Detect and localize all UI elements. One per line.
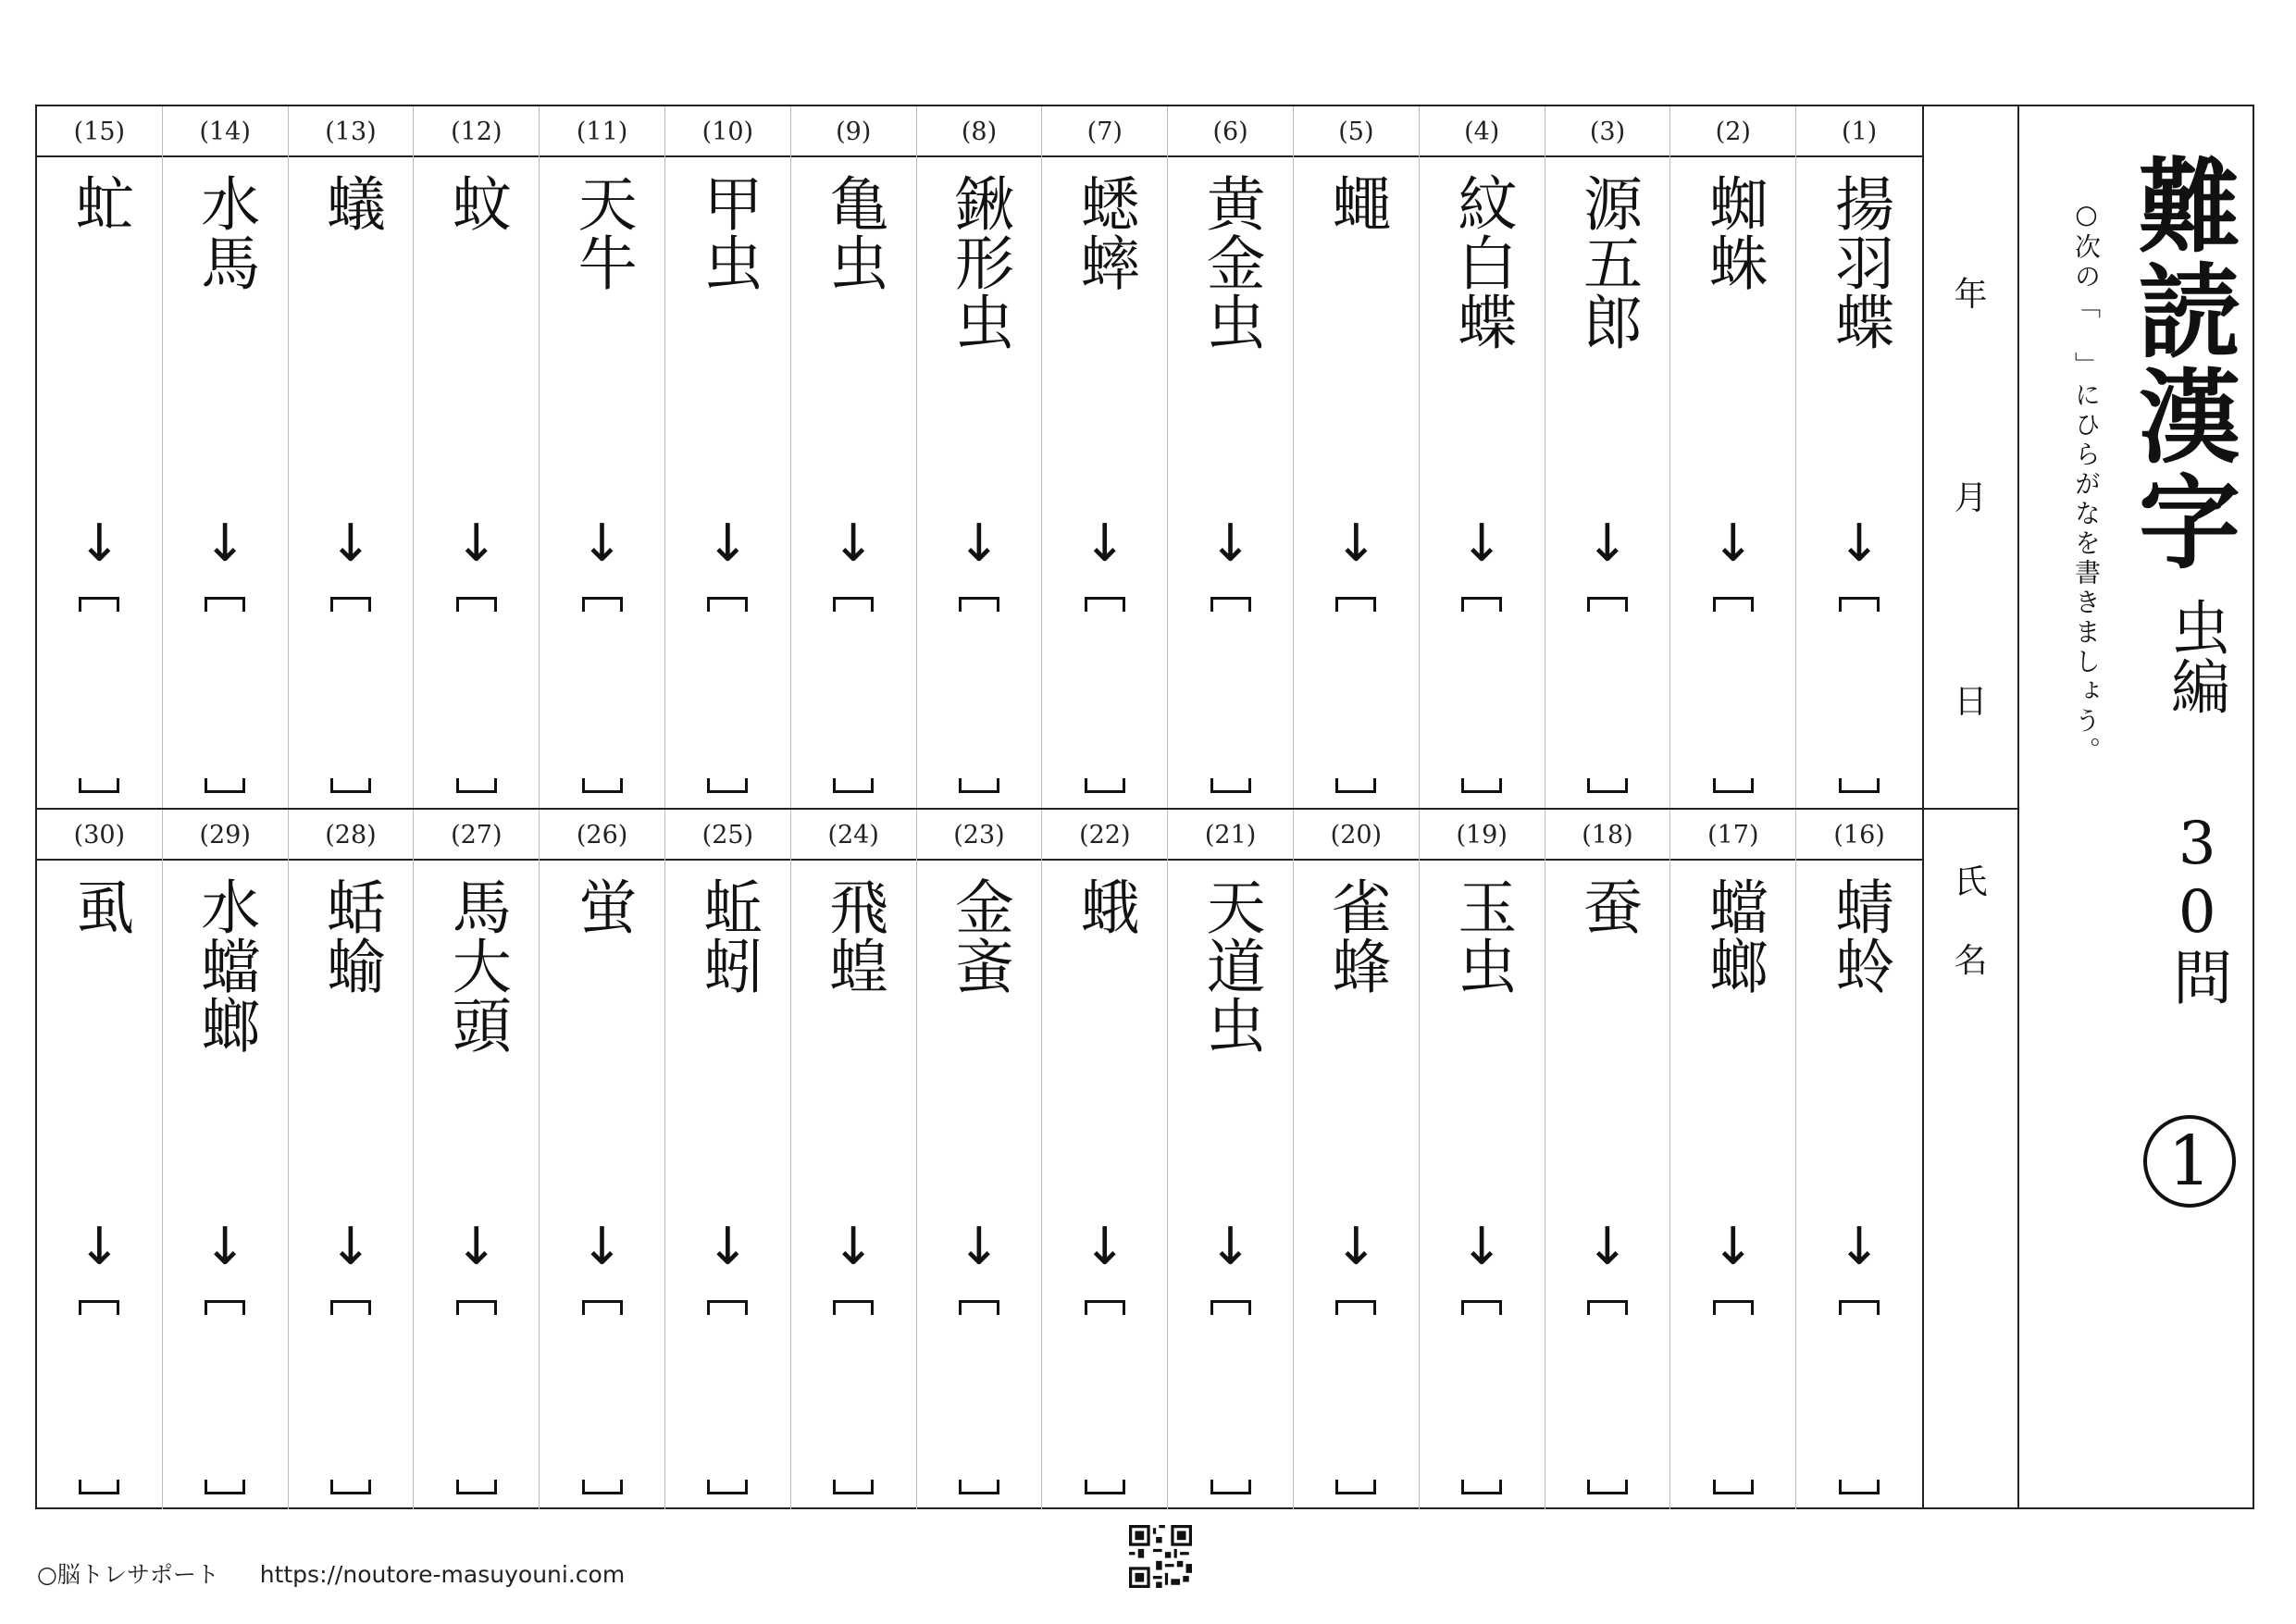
answer-box-open-bracket[interactable] (959, 597, 999, 612)
question-number: (20) (1294, 810, 1419, 861)
question-number: (8) (917, 106, 1042, 157)
answer-box-close-bracket[interactable] (1210, 1480, 1251, 1494)
question-item (289, 106, 415, 808)
down-arrow-icon: ↓ (1083, 1217, 1127, 1277)
down-arrow-icon: ↓ (77, 514, 121, 574)
question-item (1670, 106, 1796, 808)
question-number: (27) (414, 810, 539, 861)
answer-box-close-bracket[interactable] (456, 778, 497, 793)
answer-box-close-bracket[interactable] (707, 778, 748, 793)
answer-box-open-bracket[interactable] (1085, 597, 1125, 612)
question-number: (17) (1670, 810, 1795, 861)
answer-box-open-bracket[interactable] (833, 1300, 874, 1315)
down-arrow-icon: ↓ (1711, 514, 1756, 574)
question-item (1796, 106, 1922, 808)
question-number: (30) (37, 810, 162, 861)
answer-box-open-bracket[interactable] (707, 597, 748, 612)
question-item (540, 106, 665, 808)
kanji-word: 蛾 (1070, 876, 1139, 936)
question-item (791, 810, 917, 1509)
name-label-1[interactable]: 氏 (1954, 863, 1988, 901)
kanji-word: 蠅 (1322, 173, 1391, 232)
question-number: (26) (540, 810, 664, 861)
answer-box-open-bracket[interactable] (1210, 597, 1251, 612)
answer-box-open-bracket[interactable] (1587, 1300, 1628, 1315)
question-item (665, 810, 791, 1509)
question-item (1042, 106, 1168, 808)
question-item (540, 810, 665, 1509)
kanji-word: 蟷螂 (1698, 876, 1768, 995)
qr-code-icon[interactable] (1129, 1525, 1192, 1588)
bottom-question-row (37, 808, 1922, 1509)
kanji-word: 蚯蚓 (693, 876, 763, 995)
answer-box-close-bracket[interactable] (833, 1480, 874, 1494)
question-number: (4) (1420, 106, 1545, 157)
question-number: (22) (1042, 810, 1167, 861)
year-label: 年 (1954, 276, 1988, 314)
title-column (2019, 106, 2253, 1507)
answer-box-close-bracket[interactable] (1335, 778, 1376, 793)
kanji-word: 玉虫 (1447, 876, 1517, 995)
answer-box-close-bracket[interactable] (1461, 1480, 1502, 1494)
question-number: (11) (540, 106, 664, 157)
question-item (163, 106, 289, 808)
down-arrow-icon: ↓ (1334, 514, 1378, 574)
down-arrow-icon: ↓ (1209, 514, 1253, 574)
answer-box-close-bracket[interactable] (330, 1480, 371, 1494)
down-arrow-icon: ↓ (454, 1217, 499, 1277)
answer-box-close-bracket[interactable] (330, 778, 371, 793)
down-arrow-icon: ↓ (203, 1217, 247, 1277)
footer (37, 1556, 625, 1590)
kanji-word: 蟋蟀 (1070, 173, 1139, 291)
down-arrow-icon: ↓ (1585, 514, 1630, 574)
instruction-text: ○次の「 」にひらがなを書きましょう。 (2071, 199, 2102, 766)
answer-box-close-bracket[interactable] (707, 1480, 748, 1494)
question-item (1545, 106, 1671, 808)
answer-box-close-bracket[interactable] (833, 778, 874, 793)
answer-box-close-bracket[interactable] (582, 778, 623, 793)
down-arrow-icon: ↓ (1083, 514, 1127, 574)
question-item (414, 810, 540, 1509)
answer-box-open-bracket[interactable] (1713, 597, 1754, 612)
worksheet-subtitle: 虫編 (2161, 597, 2229, 715)
question-item (1168, 106, 1294, 808)
down-arrow-icon: ↓ (1209, 1217, 1253, 1277)
kanji-word: 水蟷螂 (191, 876, 260, 1054)
question-item (37, 106, 163, 808)
kanji-word: 蟻 (316, 173, 385, 232)
kanji-word: 水馬 (191, 173, 260, 291)
question-item (1042, 810, 1168, 1509)
answer-box-open-bracket[interactable] (1461, 1300, 1502, 1315)
down-arrow-icon: ↓ (1585, 1217, 1630, 1277)
sheet-number-badge: 1 (2143, 1115, 2236, 1208)
answer-box-close-bracket[interactable] (1085, 1480, 1125, 1494)
answer-box-open-bracket[interactable] (1085, 1300, 1125, 1315)
date-name-column (1922, 106, 2019, 1507)
question-item (917, 810, 1043, 1509)
down-arrow-icon: ↓ (203, 514, 247, 574)
question-number: (14) (163, 106, 288, 157)
kanji-word: 亀虫 (819, 173, 888, 291)
answer-box-close-bracket[interactable] (1587, 1480, 1628, 1494)
worksheet (35, 105, 2254, 1509)
question-item (1420, 106, 1545, 808)
kanji-word: 天牛 (567, 173, 637, 291)
down-arrow-icon: ↓ (77, 1217, 121, 1277)
footer-url[interactable]: https://noutore-masuyouni.com (259, 1561, 626, 1588)
question-number: (29) (163, 810, 288, 861)
kanji-word: 黄金虫 (1196, 173, 1265, 351)
answer-box-open-bracket[interactable] (79, 597, 119, 612)
down-arrow-icon: ↓ (1334, 1217, 1378, 1277)
day-label: 日 (1954, 683, 1988, 721)
question-number: (3) (1545, 106, 1670, 157)
down-arrow-icon: ↓ (831, 1217, 875, 1277)
kanji-word: 飛蝗 (819, 876, 888, 995)
answer-box-close-bracket[interactable] (959, 1480, 999, 1494)
down-arrow-icon: ↓ (580, 1217, 625, 1277)
down-arrow-icon: ↓ (957, 514, 1001, 574)
kanji-word: 蛍 (567, 876, 637, 936)
answer-box-open-bracket[interactable] (1210, 1300, 1251, 1315)
kanji-word: 雀蜂 (1322, 876, 1391, 995)
answer-box-close-bracket[interactable] (205, 778, 245, 793)
down-arrow-icon: ↓ (831, 514, 875, 574)
question-item (1545, 810, 1671, 1509)
answer-box-open-bracket[interactable] (330, 597, 371, 612)
kanji-word: 紋白蝶 (1447, 173, 1517, 351)
answer-box-open-bracket[interactable] (456, 1300, 497, 1315)
question-item (289, 810, 415, 1509)
worksheet-title: 難読漢字 (2122, 153, 2241, 575)
question-number: (7) (1042, 106, 1167, 157)
answer-box-close-bracket[interactable] (582, 1480, 623, 1494)
answer-box-close-bracket[interactable] (456, 1480, 497, 1494)
question-item (1796, 810, 1922, 1509)
question-number: (24) (791, 810, 916, 861)
kanji-word: 天道虫 (1196, 876, 1265, 1054)
kanji-word: 蜘蛛 (1698, 173, 1768, 291)
answer-box-close-bracket[interactable] (1713, 1480, 1754, 1494)
top-question-row (37, 106, 1922, 808)
answer-box-open-bracket[interactable] (707, 1300, 748, 1315)
kanji-word: 蜻蛉 (1825, 876, 1894, 995)
answer-box-open-bracket[interactable] (1713, 1300, 1754, 1315)
answer-box-open-bracket[interactable] (833, 597, 874, 612)
question-item (1420, 810, 1545, 1509)
answer-box-open-bracket[interactable] (1839, 597, 1880, 612)
down-arrow-icon: ↓ (1837, 1217, 1881, 1277)
answer-box-open-bracket[interactable] (1839, 1300, 1880, 1315)
month-label: 月 (1954, 479, 1988, 517)
question-item (917, 106, 1043, 808)
answer-box-close-bracket[interactable] (1461, 778, 1502, 793)
answer-box-close-bracket[interactable] (1335, 1480, 1376, 1494)
question-number: (1) (1796, 106, 1922, 157)
down-arrow-icon: ↓ (329, 1217, 373, 1277)
question-item (665, 106, 791, 808)
kanji-word: 甲虫 (693, 173, 763, 291)
down-arrow-icon: ↓ (705, 1217, 750, 1277)
kanji-word: 金蚉 (945, 876, 1013, 995)
down-arrow-icon: ↓ (1711, 1217, 1756, 1277)
question-item (37, 810, 163, 1509)
question-item (414, 106, 540, 808)
question-item (1294, 810, 1420, 1509)
question-number: (2) (1670, 106, 1795, 157)
answer-box-open-bracket[interactable] (1461, 597, 1502, 612)
answer-box-open-bracket[interactable] (1335, 597, 1376, 612)
answer-box-open-bracket[interactable] (79, 1300, 119, 1315)
question-number: (28) (289, 810, 414, 861)
kanji-word: 馬大頭 (441, 876, 511, 1054)
answer-box-close-bracket[interactable] (1587, 778, 1628, 793)
question-item (1168, 810, 1294, 1509)
answer-box-close-bracket[interactable] (1839, 1480, 1880, 1494)
question-number: (18) (1545, 810, 1670, 861)
answer-box-open-bracket[interactable] (582, 1300, 623, 1315)
question-number: (23) (917, 810, 1042, 861)
down-arrow-icon: ↓ (1837, 514, 1881, 574)
answer-box-close-bracket[interactable] (959, 778, 999, 793)
kanji-word: 鍬形虫 (945, 173, 1013, 351)
question-item (1294, 106, 1420, 808)
question-item (791, 106, 917, 808)
question-number: (16) (1796, 810, 1922, 861)
question-item (1670, 810, 1796, 1509)
question-number: (25) (665, 810, 790, 861)
answer-box-close-bracket[interactable] (1210, 778, 1251, 793)
footer-brand: ○脳トレサポート (37, 1561, 219, 1588)
question-number: (19) (1420, 810, 1545, 861)
answer-box-open-bracket[interactable] (330, 1300, 371, 1315)
answer-box-close-bracket[interactable] (1839, 778, 1880, 793)
question-number: (9) (791, 106, 916, 157)
kanji-word: 蛞蝓 (316, 876, 385, 995)
down-arrow-icon: ↓ (329, 514, 373, 574)
kanji-word: 虱 (65, 876, 134, 936)
question-number: (5) (1294, 106, 1419, 157)
answer-box-open-bracket[interactable] (1587, 597, 1628, 612)
answer-box-close-bracket[interactable] (1085, 778, 1125, 793)
down-arrow-icon: ↓ (957, 1217, 1001, 1277)
answer-box-open-bracket[interactable] (582, 597, 623, 612)
answer-box-close-bracket[interactable] (1713, 778, 1754, 793)
answer-box-open-bracket[interactable] (456, 597, 497, 612)
name-label-2[interactable]: 名 (1954, 942, 1988, 980)
answer-box-open-bracket[interactable] (205, 597, 245, 612)
kanji-word: 源五郎 (1573, 173, 1642, 351)
question-number: (6) (1168, 106, 1293, 157)
question-count: 30問 (2163, 810, 2232, 1006)
answer-box-close-bracket[interactable] (79, 1480, 119, 1494)
question-number: (12) (414, 106, 539, 157)
date-name-divider (1924, 808, 2017, 810)
down-arrow-icon: ↓ (580, 514, 625, 574)
answer-box-open-bracket[interactable] (205, 1300, 245, 1315)
question-number: (13) (289, 106, 414, 157)
kanji-word: 蚕 (1573, 876, 1642, 936)
question-number: (15) (37, 106, 162, 157)
answer-box-open-bracket[interactable] (1335, 1300, 1376, 1315)
down-arrow-icon: ↓ (705, 514, 750, 574)
question-number: (21) (1168, 810, 1293, 861)
question-number: (10) (665, 106, 790, 157)
down-arrow-icon: ↓ (454, 514, 499, 574)
down-arrow-icon: ↓ (1459, 1217, 1504, 1277)
answer-box-close-bracket[interactable] (79, 778, 119, 793)
question-item (163, 810, 289, 1509)
answer-box-close-bracket[interactable] (205, 1480, 245, 1494)
answer-box-open-bracket[interactable] (959, 1300, 999, 1315)
down-arrow-icon: ↓ (1459, 514, 1504, 574)
kanji-word: 揚羽蝶 (1825, 173, 1894, 351)
kanji-word: 蚊 (441, 173, 511, 232)
kanji-word: 虻 (65, 173, 134, 232)
